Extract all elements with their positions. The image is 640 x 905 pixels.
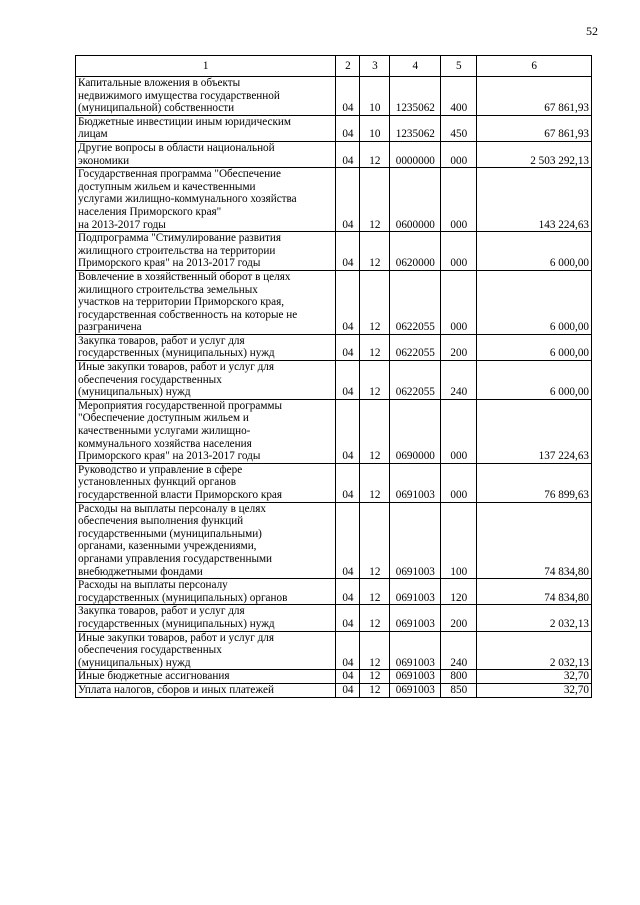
subsection-code: 10: [360, 77, 390, 116]
section-code: 04: [336, 463, 360, 502]
expense-type-code: 000: [441, 270, 477, 334]
section-code: 04: [336, 670, 360, 684]
row-description: Иные бюджетные ассигнования: [76, 670, 336, 684]
section-code: 04: [336, 77, 360, 116]
expense-type-code: 240: [441, 631, 477, 670]
table-row: [76, 115, 592, 141]
amount-value: 6 000,00: [477, 270, 592, 334]
amount-value: 6 000,00: [477, 361, 592, 400]
subsection-code: 12: [360, 334, 390, 360]
subsection-code: 12: [360, 141, 390, 167]
expense-type-code: 850: [441, 683, 477, 697]
target-item-code: 0622055: [390, 334, 441, 360]
row-description: Мероприятия государственной программы "Обеспечение доступным жильем и качественными услугами жилищно- коммунального хозяйства населения Приморского края" на 2013-2017 годы: [76, 399, 336, 463]
subsection-code: 12: [360, 270, 390, 334]
table-row: [76, 361, 592, 400]
amount-value: 6 000,00: [477, 334, 592, 360]
amount-value: 32,70: [477, 683, 592, 697]
expense-type-code: 000: [441, 399, 477, 463]
expense-type-code: 800: [441, 670, 477, 684]
table-row: [76, 141, 592, 167]
row-description: Расходы на выплаты персоналу в целях обеспечения выполнения функций государственными (муниципальными) органами, казенными учреждениями, органами управления государственными внебюджетными фондами: [76, 502, 336, 579]
subsection-code: 12: [360, 168, 390, 232]
expense-type-code: 000: [441, 232, 477, 271]
subsection-code: 12: [360, 463, 390, 502]
table-header: [76, 56, 592, 77]
target-item-code: 0691003: [390, 579, 441, 605]
row-description: Вовлечение в хозяйственный оборот в целях жилищного строительства земельных участков на территории Приморского края, государственная собственность на которые не разграничена: [76, 270, 336, 334]
amount-value: 74 834,80: [477, 502, 592, 579]
row-description: Государственная программа "Обеспечение доступным жильем и качественными услугами жилищно-коммунального хозяйства населения Приморского края" на 2013-2017 годы: [76, 168, 336, 232]
table-row: [76, 270, 592, 334]
target-item-code: 1235062: [390, 77, 441, 116]
amount-value: 143 224,63: [477, 168, 592, 232]
expense-type-code: 450: [441, 115, 477, 141]
row-description: Капитальные вложения в объекты недвижимого имущества государственной (муниципальной) собственности: [76, 77, 336, 116]
row-description: Закупка товаров, работ и услуг для государственных (муниципальных) нужд: [76, 334, 336, 360]
subsection-code: 12: [360, 232, 390, 271]
expense-type-code: 000: [441, 463, 477, 502]
subsection-code: 12: [360, 631, 390, 670]
target-item-code: 0000000: [390, 141, 441, 167]
expense-type-code: 120: [441, 579, 477, 605]
column-header-5: 5: [441, 56, 477, 77]
subsection-code: 12: [360, 361, 390, 400]
amount-value: 6 000,00: [477, 232, 592, 271]
amount-value: 2 503 292,13: [477, 141, 592, 167]
expense-type-code: 000: [441, 168, 477, 232]
table-row: [76, 670, 592, 684]
expense-type-code: 200: [441, 334, 477, 360]
table-row: [76, 334, 592, 360]
row-description: Иные закупки товаров, работ и услуг для обеспечения государственных (муниципальных) нужд: [76, 631, 336, 670]
row-description: Руководство и управление в сфере установленных функций органов государственной власти Приморского края: [76, 463, 336, 502]
subsection-code: 10: [360, 115, 390, 141]
table-row: [76, 683, 592, 697]
section-code: 04: [336, 631, 360, 670]
amount-value: 67 861,93: [477, 77, 592, 116]
section-code: 04: [336, 399, 360, 463]
row-description: Другие вопросы в области национальной экономики: [76, 141, 336, 167]
section-code: 04: [336, 361, 360, 400]
expense-type-code: 000: [441, 141, 477, 167]
target-item-code: 0622055: [390, 270, 441, 334]
amount-value: 76 899,63: [477, 463, 592, 502]
section-code: 04: [336, 168, 360, 232]
table-row: [76, 168, 592, 232]
subsection-code: 12: [360, 502, 390, 579]
table-row: [76, 579, 592, 605]
column-header-6: 6: [477, 56, 592, 77]
table-row: [76, 605, 592, 631]
target-item-code: 1235062: [390, 115, 441, 141]
target-item-code: 0690000: [390, 399, 441, 463]
subsection-code: 12: [360, 683, 390, 697]
expense-type-code: 240: [441, 361, 477, 400]
expense-type-code: 400: [441, 77, 477, 116]
amount-value: 67 861,93: [477, 115, 592, 141]
target-item-code: 0600000: [390, 168, 441, 232]
target-item-code: 0691003: [390, 670, 441, 684]
column-header-1: 1: [76, 56, 336, 77]
section-code: 04: [336, 115, 360, 141]
row-description: Расходы на выплаты персоналу государственных (муниципальных) органов: [76, 579, 336, 605]
target-item-code: 0622055: [390, 361, 441, 400]
subsection-code: 12: [360, 605, 390, 631]
amount-value: 2 032,13: [477, 605, 592, 631]
table-row: [76, 631, 592, 670]
section-code: 04: [336, 579, 360, 605]
row-description: Уплата налогов, сборов и иных платежей: [76, 683, 336, 697]
table-body: [76, 77, 592, 698]
column-header-4: 4: [390, 56, 441, 77]
subsection-code: 12: [360, 399, 390, 463]
amount-value: 74 834,80: [477, 579, 592, 605]
target-item-code: 0691003: [390, 502, 441, 579]
target-item-code: 0691003: [390, 605, 441, 631]
target-item-code: 0691003: [390, 683, 441, 697]
target-item-code: 0691003: [390, 631, 441, 670]
expense-type-code: 100: [441, 502, 477, 579]
table-row: [76, 502, 592, 579]
header-row: [76, 56, 592, 77]
budget-table: [75, 55, 592, 698]
row-description: Подпрограмма "Стимулирование развития жилищного строительства на территории Приморского края" на 2013-2017 годы: [76, 232, 336, 271]
section-code: 04: [336, 334, 360, 360]
section-code: 04: [336, 605, 360, 631]
section-code: 04: [336, 141, 360, 167]
target-item-code: 0620000: [390, 232, 441, 271]
section-code: 04: [336, 683, 360, 697]
target-item-code: 0691003: [390, 463, 441, 502]
amount-value: 137 224,63: [477, 399, 592, 463]
expense-type-code: 200: [441, 605, 477, 631]
section-code: 04: [336, 232, 360, 271]
section-code: 04: [336, 270, 360, 334]
column-header-2: 2: [336, 56, 360, 77]
row-description: Закупка товаров, работ и услуг для государственных (муниципальных) нужд: [76, 605, 336, 631]
table-row: [76, 232, 592, 271]
amount-value: 2 032,13: [477, 631, 592, 670]
amount-value: 32,70: [477, 670, 592, 684]
table-row: [76, 77, 592, 116]
table-row: [76, 463, 592, 502]
row-description: Иные закупки товаров, работ и услуг для обеспечения государственных (муниципальных) нужд: [76, 361, 336, 400]
column-header-3: 3: [360, 56, 390, 77]
section-code: 04: [336, 502, 360, 579]
table-row: [76, 399, 592, 463]
page-number: 52: [586, 24, 598, 38]
row-description: Бюджетные инвестиции иным юридическим лицам: [76, 115, 336, 141]
subsection-code: 12: [360, 579, 390, 605]
subsection-code: 12: [360, 670, 390, 684]
